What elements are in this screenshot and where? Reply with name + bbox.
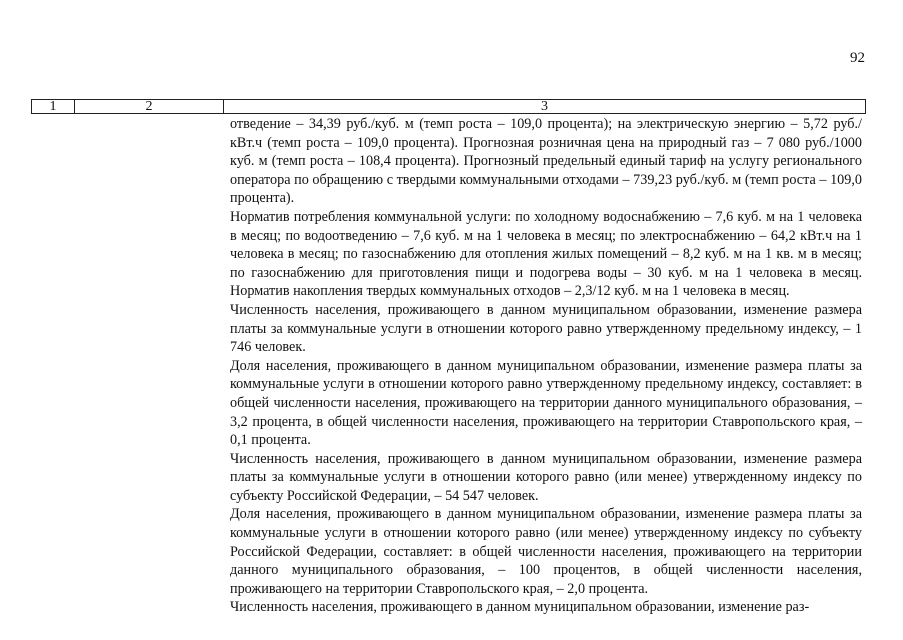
paragraph: Доля населения, проживающего в данном муниципальном образовании, изменение размера платы за коммунальные услуги в отношении которого равно (или менее) утвержденному индексу по субъекту Российской Федерации, составляет: в общей численности населения, проживающего на территории данного муниципального образования, – 100 процентов, в общей численности населения, проживающего на территории Ставропольского края, – 2,0 процента.: [230, 506, 862, 597]
paragraph: Численность населения, проживающего в данном муниципальном образовании, изменение раз-: [230, 599, 810, 616]
paragraph: отведение – 34,39 руб./куб. м (темп роста – 109,0 процента); на электрическую энергию – 5,72 руб./кВт.ч (темп роста – 109,0 процента). Прогнозная розничная цена на природный газ – 7 080 руб./1000 куб. м (темп роста – 108,4 процента). Прогнозный предельный единый тариф на услугу регионального оператора по обращению с твердыми коммунальными отходами – 739,23 руб./куб. м (темп роста – 109,0 процента).: [230, 116, 862, 207]
column-3-header: 3: [541, 99, 548, 114]
paragraph: Численность населения, проживающего в данном муниципальном образовании, изменение размера платы за коммунальные услуги в отношении которого равно утвержденному предельному индексу, – 1 746 человек.: [230, 301, 862, 356]
page-number: 92: [850, 50, 865, 66]
column-2-header: 2: [75, 100, 224, 113]
paragraph: Численность населения, проживающего в данном муниципальном образовании, изменение размера платы за коммунальные услуги в отношении которого равно (или менее) утвержденному индексу по субъекту Российской Федерации, – 54 547 человек.: [230, 450, 862, 504]
paragraph: Норматив потребления коммунальной услуги: по холодному водоснабжению – 7,6 куб. м на 1 человека в месяц; по водоотведению – 7,6 куб. м на 1 человека в месяц; по электроснабжению – 64,2 кВт.ч на 1 человека в месяц; по газоснабжению для отопления жилых помещений – 8,2 куб. м на 1 кв. м в месяц; по газоснабжению для приготовления пищи и подогрева воды – 30 куб. м на 1 человека в месяц. Норматив накопления твердых коммунальных отходов – 2,3/12 куб. м на 1 человека в месяц.: [230, 208, 862, 300]
column-1-header: 1: [32, 100, 75, 113]
table-header-row: [31, 99, 866, 114]
column-3-content: [230, 115, 862, 617]
paragraph: Доля населения, проживающего в данном муниципальном образовании, изменение размера платы за коммунальные услуги в отношении которого равно утвержденному предельному индексу, составляет: в общей численности населения, проживающего на территории данного муниципального образования, – 3,2 процента, в общей численности населения, проживающего на территории Ставропольского края, – 0,1 процента.: [230, 357, 862, 449]
